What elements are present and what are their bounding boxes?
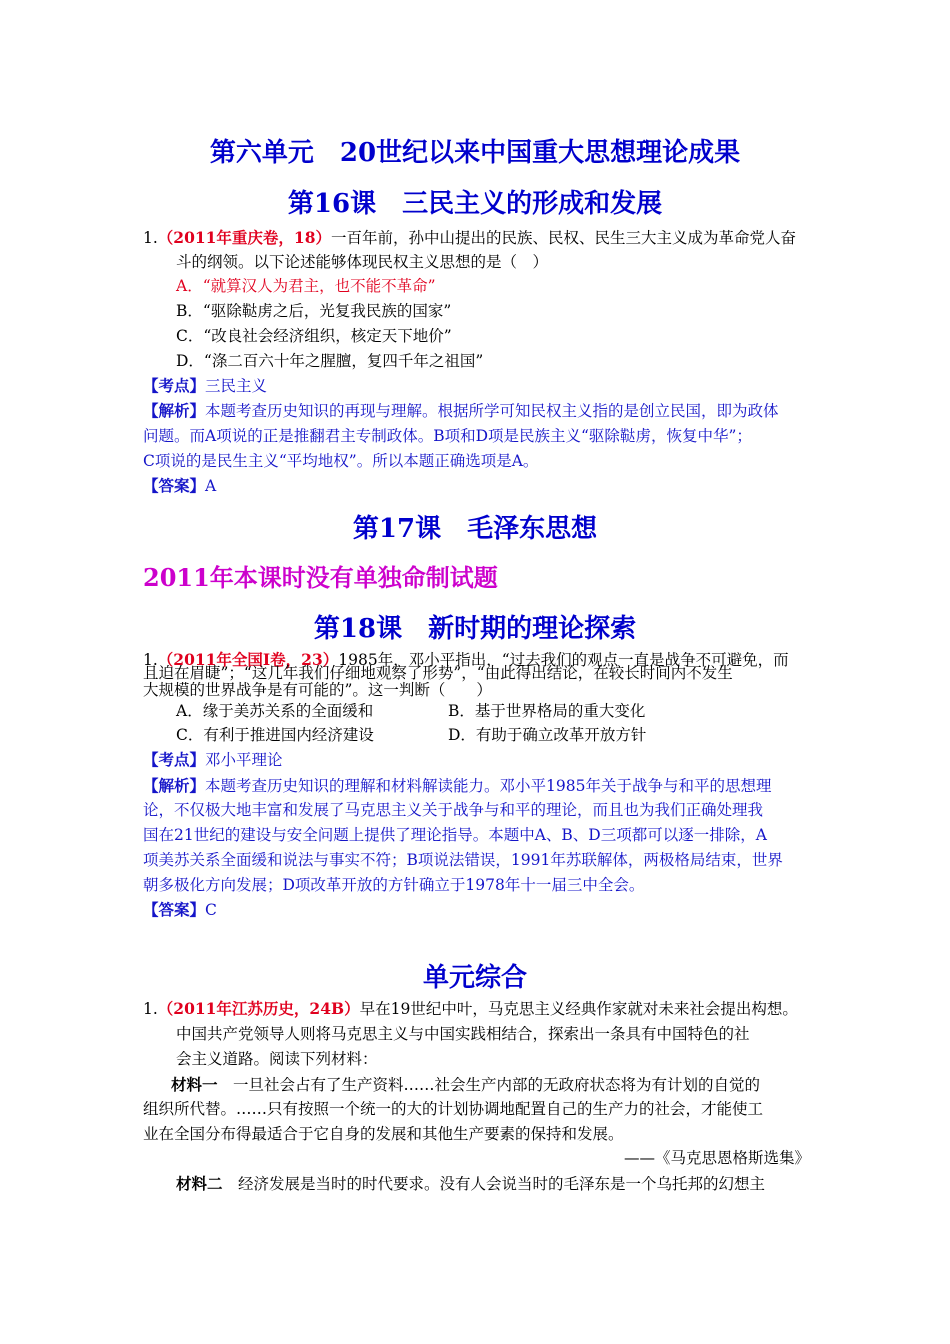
unit-title: 第六单元 20世纪以来中国重大思想理论成果 bbox=[209, 138, 741, 168]
unit-review-title: 单元综合 bbox=[422, 963, 527, 993]
question-text-line3: 会主义道路。阅读下列材料： bbox=[176, 1050, 378, 1068]
lesson17-title: 第17课 毛泽东思想 bbox=[352, 514, 598, 544]
material-one-text-line3: 业在全国分布得最适合于它自身的发展和其他生产要素的保持和发展。 bbox=[143, 1125, 624, 1143]
material-one-text-line1: 一旦社会占有了生产资料……社会生产内部的无政府状态将为有计划的自觉的 bbox=[233, 1076, 761, 1094]
lesson18-analysis-line1 bbox=[143, 773, 771, 800]
question-text-line2: 中国共产党领导人则将马克思主义与中国实践相结合，探索出一条具有中国特色的社 bbox=[176, 1025, 750, 1043]
lesson16-answer bbox=[143, 474, 216, 498]
analysis-text-line3: 国在21世纪的建设与安全问题上提供了理论指导。本题中A、B、D三项都可以逐一排除，A bbox=[143, 826, 767, 844]
answer-label: 【答案】 bbox=[143, 900, 206, 919]
material-one-label: 材料一 bbox=[171, 1075, 218, 1094]
lesson16-analysis-line1 bbox=[143, 399, 779, 423]
analysis-text-line1: 本题考查历史知识的再现与理解。根据所学可知民权主义指的是创立民国，即为政体 bbox=[205, 402, 779, 420]
keypoint-label: 【考点】 bbox=[143, 376, 206, 395]
answer-text: A bbox=[205, 477, 217, 495]
analysis-text-line4: 项美苏关系全面缓和说法与事实不符；B项说法错误，1991年苏联解体，两极格局结束，世界 bbox=[143, 851, 783, 869]
analysis-label: 【解析】 bbox=[143, 401, 206, 420]
question-text-line1: 1985年，邓小平指出，“过去我们的观点一直是战争不可避免，而 bbox=[338, 651, 789, 669]
option-b: B．“驱除鞑虏之后，光复我民族的国家” bbox=[176, 302, 452, 320]
analysis-text-line2: 论，不仅极大地丰富和发展了马克思主义关于战争与和平的理论，而且也为我们正确处理我 bbox=[143, 801, 764, 819]
keypoint-label: 【考点】 bbox=[143, 750, 206, 769]
option-c: C．有利于推进国内经济建设 bbox=[176, 726, 374, 744]
question-number: 1. bbox=[143, 229, 158, 247]
option-a: A．“就算汉人为君主，也不能不革命” bbox=[176, 277, 436, 295]
question-text-line1: 早在19世纪中叶，马克思主义经典作家就对未来社会提出构想。 bbox=[359, 1000, 798, 1018]
analysis-label: 【解析】 bbox=[143, 776, 206, 795]
analysis-text-line3: C项说的是民生主义“平均地权”。所以本题正确选项是A。 bbox=[143, 452, 539, 470]
lesson16-question bbox=[143, 226, 796, 250]
question-number: 1. bbox=[143, 651, 158, 669]
answer-text: C bbox=[205, 901, 217, 919]
question-text-line3: 大规模的世界战争是有可能的”。这一判断（ ） bbox=[143, 681, 492, 699]
lesson16-keypoint bbox=[143, 374, 267, 398]
keypoint-text: 邓小平理论 bbox=[205, 751, 283, 769]
question-text-line2: 且迫在眉睫”；“这几年我们仔细地观察了形势”，“由此得出结论，在较长时间内不发生 bbox=[143, 664, 733, 682]
analysis-text-line1: 本题考查历史知识的理解和材料解读能力。邓小平1985年关于战争与和平的思想理 bbox=[205, 777, 772, 795]
material-two-label: 材料二 bbox=[176, 1174, 223, 1193]
question-text-line1: 一百年前，孙中山提出的民族、民权、民生三大主义成为革命党人奋 bbox=[331, 229, 797, 247]
material-two-text-line1: 经济发展是当时的时代要求。没有人会说当时的毛泽东是一个乌托邦的幻想主 bbox=[238, 1175, 766, 1193]
lesson18-answer bbox=[143, 898, 217, 922]
analysis-text-line2: 问题。而A项说的正是推翻君主专制政体。B项和D项是民族主义“驱除鞑虏，恢复中华”； bbox=[143, 427, 752, 445]
lesson18-title: 第18课 新时期的理论探索 bbox=[313, 614, 637, 644]
keypoint-text: 三民主义 bbox=[205, 377, 268, 395]
question-source: （2011年全国Ⅰ卷，23） bbox=[157, 650, 339, 669]
option-d: D．“涤二百六十年之腥膻，复四千年之祖国” bbox=[176, 352, 484, 370]
question-source: （2011年重庆卷，18） bbox=[157, 228, 332, 247]
unit-review-question bbox=[143, 997, 798, 1021]
analysis-text-line5: 朝多极化方向发展；D项改革开放的方针确立于1978年十一届三中全会。 bbox=[143, 876, 645, 894]
material-two-line1 bbox=[176, 1171, 765, 1198]
option-d: D．有助于确立改革开放方针 bbox=[448, 726, 647, 744]
lesson18-keypoint bbox=[143, 748, 283, 772]
question-number: 1. bbox=[143, 1000, 158, 1018]
question-source: （2011年江苏历史，24B） bbox=[157, 999, 360, 1018]
lesson16-title: 第16课 三民主义的形成和发展 bbox=[287, 189, 663, 219]
option-b: B．基于世界格局的重大变化 bbox=[448, 702, 646, 720]
material-one-text-line2: 组织所代替。……只有按照一个统一的大的计划协调地配置自己的生产力的社会，才能使工 bbox=[143, 1100, 764, 1118]
answer-label: 【答案】 bbox=[143, 476, 206, 495]
question-text-line2: 斗的纲领。以下论述能够体现民权主义思想的是（ ） bbox=[176, 253, 549, 271]
option-c: C．“改良社会经济组织，核定天下地价” bbox=[176, 327, 452, 345]
option-a: A．缘于美苏关系的全面缓和 bbox=[176, 702, 374, 720]
lesson17-note: 2011年本课时没有单独命制试题 bbox=[143, 563, 498, 592]
material-one-source: ——《马克思恩格斯选集》 bbox=[623, 1149, 810, 1167]
material-one-line1 bbox=[171, 1072, 760, 1099]
